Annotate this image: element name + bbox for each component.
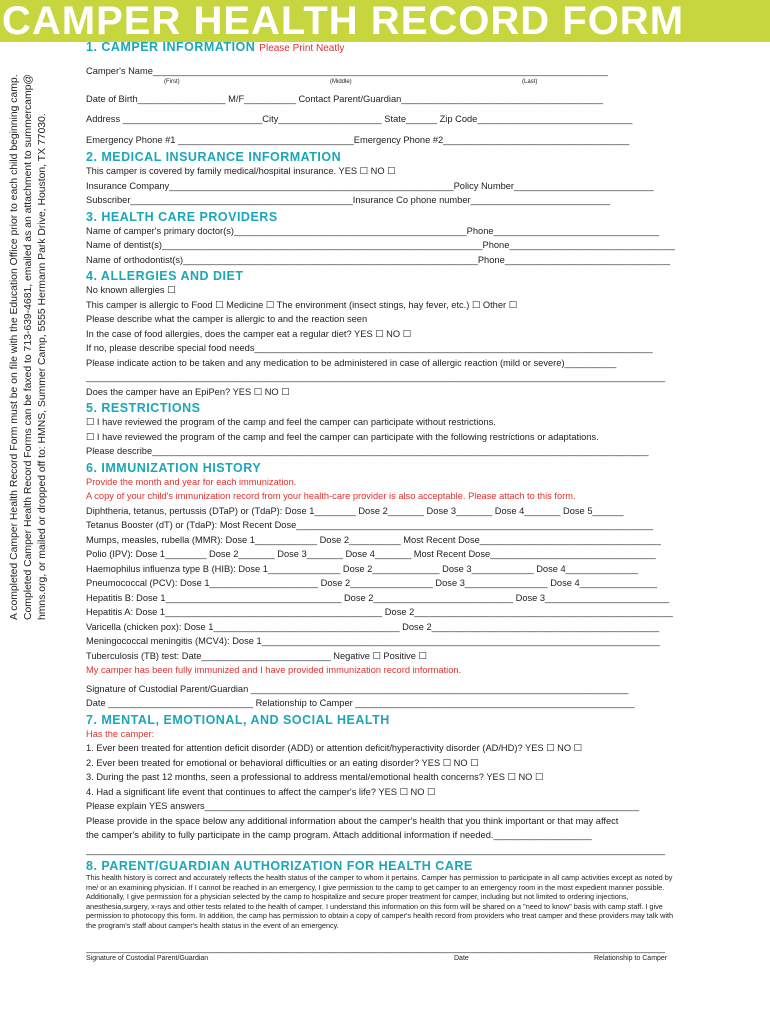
allergy-action-field[interactable]: Please indicate action to be taken and any medication to be administered in case of allergic reaction (mild or severe)__________ xyxy=(86,357,617,368)
restriction-option-1[interactable]: ☐ I have reviewed the program of the camp and feel the camper can participate without restrictions. xyxy=(86,417,496,427)
sidebar-line: Completed Camper Health Record Forms can be faxed to 713-639-4681, emailed as an attachment to summercamp@ xyxy=(23,74,34,620)
doctor-field[interactable]: Name of camper's primary doctor(s)_____________________________________________Phone________________________________ xyxy=(86,225,659,236)
name-sublabels xyxy=(86,79,682,87)
dentist-field[interactable]: Name of dentist(s)______________________________________________________________Phone________________________________ xyxy=(86,240,675,250)
relationship-label: Relationship to Camper xyxy=(594,955,668,963)
restriction-describe-field[interactable]: Please describe________________________________________________________________________________________________ xyxy=(86,446,649,456)
epipen-check[interactable]: Does the camper have an EpiPen? YES ☐ NO ☐ xyxy=(86,386,290,397)
no-allergies-check[interactable]: No known allergies ☐ xyxy=(86,285,176,295)
camper-name-field[interactable]: Camper's Name________________________________________________________________________________________ xyxy=(86,66,608,76)
immunization-row[interactable]: Tuberculosis (TB) test: Date_________________________ Negative ☐ Positive ☐ xyxy=(86,650,427,661)
question-2[interactable]: 2. Ever been treated for emotional or behavioral difficulties or an eating disorder? YES ☐ NO ☐ xyxy=(86,757,479,768)
section-heading: 4. ALLERGIES AND DIET xyxy=(86,269,244,283)
signature-label: Signature of Custodial Parent/Guardian xyxy=(86,955,209,963)
immunization-date-field[interactable]: Date ____________________________ Relationship to Camper ______________________________________________________ xyxy=(86,698,635,708)
signature-line[interactable]: ________________________________________________________________________________________________________________ xyxy=(86,942,666,953)
immunization-row[interactable]: Haemophilus influenza type B (HIB): Dose 1______________ Dose 2_____________ Dose 3____________ Dose 4______________ xyxy=(86,563,639,574)
question-1[interactable]: 1. Ever been treated for attention deficit disorder (ADD) or attention deficit/hyperactivity disorder (AD/HD)? YES ☐ NO ☐ xyxy=(86,743,583,753)
insurance-company-field[interactable]: Insurance Company_______________________________________________________Policy Number___________________________ xyxy=(86,180,654,191)
restriction-option-2[interactable]: ☐ I have reviewed the program of the camp and feel the camper can participate with the following restrictions or adaptations. xyxy=(86,431,599,442)
immunization-row[interactable]: Meningococcal meningitis (MCV4): Dose 1_____________________________________________________________________________ xyxy=(86,636,660,646)
middle-label: (Middle) xyxy=(330,78,352,85)
insurance-covered[interactable]: This camper is covered by family medical/hospital insurance. YES ☐ NO ☐ xyxy=(86,166,396,176)
immunized-statement: My camper has been fully immunized and I have provided immunization record information. xyxy=(86,665,462,675)
immunization-row[interactable]: Tetanus Booster (dT) or (TdaP): Most Recent Dose_____________________________________________________________________ xyxy=(86,520,654,530)
food-needs-field[interactable]: If no, please describe special food needs_____________________________________________________________________________ xyxy=(86,343,653,353)
explain-field[interactable]: Please explain YES answers____________________________________________________________________________________ xyxy=(86,801,640,811)
sidebar-line: hmns.org, or mailed or dropped off to: HMNS, Summer Camp, 5555 Hermann Park Drive, Houston, TX 77030. xyxy=(37,113,48,620)
question-4[interactable]: 4. Had a significant life event that continues to affect the camper's life? YES ☐ NO ☐ xyxy=(86,786,436,797)
section-heading: 1. CAMPER INFORMATION Please Print Neatly xyxy=(86,40,345,54)
regular-diet-check[interactable]: In the case of food allergies, does the camper eat a regular diet? YES ☐ NO ☐ xyxy=(86,328,412,339)
allergic-to-checks[interactable]: This camper is allergic to Food ☐ Medicine ☐ The environment (insect stings, hay fever, etc.) ☐ Other ☐ xyxy=(86,299,518,310)
immunization-row[interactable]: Mumps, measles, rubella (MMR): Dose 1____________ Dose 2__________ Most Recent Dose___________________________________ xyxy=(86,534,661,545)
section-heading: 5. RESTRICTIONS xyxy=(86,401,201,415)
immunization-note: Provide the month and year for each immunization. xyxy=(86,476,297,487)
address-field[interactable]: Address ___________________________City____________________ State______ Zip Code______________________________ xyxy=(86,114,633,124)
sidebar-line: A completed Camper Health Record Form must be on file with the Education Office prior to each child beginning camp. xyxy=(9,74,20,620)
sidebar-instructions xyxy=(8,40,50,620)
immunization-row[interactable]: Polio (IPV): Dose 1________ Dose 2_______ Dose 3_______ Dose 4_______ Most Recent Dose________________________________ xyxy=(86,549,656,559)
immunization-row[interactable]: Hepatitis B: Dose 1__________________________________ Dose 2___________________________ Dose 3________________________ xyxy=(86,592,670,603)
has-camper-label: Has the camper: xyxy=(86,728,155,739)
form-body xyxy=(86,40,682,965)
section-heading: 2. MEDICAL INSURANCE INFORMATION xyxy=(86,150,342,164)
immunization-signature-field[interactable]: Signature of Custodial Parent/Guardian _________________________________________________________________________ xyxy=(86,683,629,694)
authorization-text: This health history is correct and accurately reflects the health status of the camper to whom it pertains. Camper has permission to participate in all camp activities except as noted by me/ or an examining physician. If I cannot be reached in an emergency, I give permission to the camp to get camper to an emergency room in the most expedient manner possible. Additionally, I give permission for a physician selected by the camp to hospitalize and secure proper treatment for camper, including but not limited to ordering injections, anesthesia,surgery, x-rays and other tests related to the health of camper. I understand this information on this form will be shared on a "need to know" basis with camp staff. I give permission to photocopy this form. In addition, the camp has permission to obtain a copy of camper's health record from providers who treat camper and these providers may talk with the program's staff about camper's health status in the event of an emergency. xyxy=(86,873,674,930)
additional-info-field[interactable]: the camper's ability to fully participate in the camp program. Attach additional information if needed.___________________ xyxy=(86,830,592,840)
allergy-describe: Please describe what the camper is allergic to and the reaction seen xyxy=(86,314,368,324)
dob-field[interactable]: Date of Birth_________________ M/F__________ Contact Parent/Guardian_______________________________________ xyxy=(86,93,603,104)
additional-info-text: Please provide in the space below any additional information about the camper's health that you think important or that may affect xyxy=(86,815,619,826)
immunization-row[interactable]: Varicella (chicken pox): Dose 1____________________________________ Dose 2____________________________________________ xyxy=(86,621,660,632)
immunization-row[interactable]: Pneumococcal (PCV): Dose 1_____________________ Dose 2________________ Dose 3________________ Dose 4_______________ xyxy=(86,578,658,588)
blank-line[interactable]: ________________________________________________________________________________________________________________ xyxy=(86,844,666,855)
section-heading: 3. HEALTH CARE PROVIDERS xyxy=(86,209,278,224)
immunization-row[interactable]: Hepatitis A: Dose 1__________________________________________ Dose 2__________________________________________________ xyxy=(86,607,673,617)
form-title: CAMPER HEALTH RECORD FORM xyxy=(2,0,685,42)
last-label: (Last) xyxy=(522,78,538,85)
first-label: (First) xyxy=(164,78,180,85)
blank-line[interactable]: ________________________________________________________________________________________________________________ xyxy=(86,372,666,382)
title-banner xyxy=(0,0,770,42)
emergency-phone-field[interactable]: Emergency Phone #1 __________________________________Emergency Phone #2____________________________________ xyxy=(86,134,630,145)
section-heading: 8. PARENT/GUARDIAN AUTHORIZATION FOR HEALTH CARE xyxy=(86,859,473,873)
question-3[interactable]: 3. During the past 12 months, seen a professional to address mental/emotional health concerns? YES ☐ NO ☐ xyxy=(86,772,544,782)
subscriber-field[interactable]: Subscriber___________________________________________Insurance Co phone number___________________________ xyxy=(86,195,611,205)
print-note: Please Print Neatly xyxy=(259,43,345,54)
date-label: Date xyxy=(454,955,469,963)
orthodontist-field[interactable]: Name of orthodontist(s)_________________________________________________________Phone________________________________ xyxy=(86,254,671,265)
section-heading: 7. MENTAL, EMOTIONAL, AND SOCIAL HEALTH xyxy=(86,712,390,727)
immunization-note: A copy of your child's immunization record from your health-care provider is also acceptable. Please attach to this form. xyxy=(86,491,576,501)
signature-labels xyxy=(86,955,682,965)
section-heading: 6. IMMUNIZATION HISTORY xyxy=(86,460,262,475)
immunization-row[interactable]: Diphtheria, tetanus, pertussis (DTaP) or (TdaP): Dose 1________ Dose 2_______ Dose 3_______ Dose 4_______ Dose 5______ xyxy=(86,505,624,516)
